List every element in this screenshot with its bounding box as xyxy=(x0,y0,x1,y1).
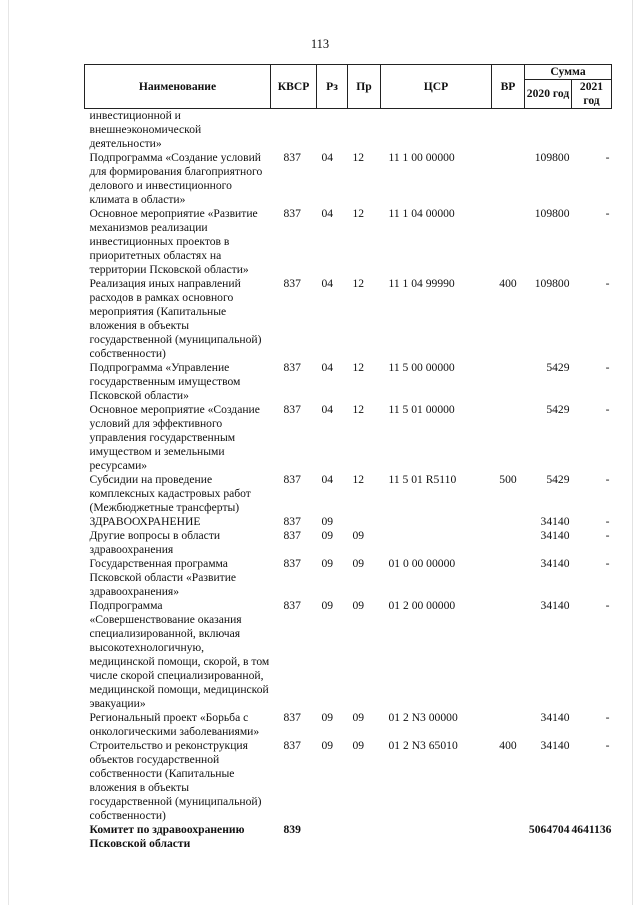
table-row xyxy=(85,599,612,711)
row-sum-2021: - xyxy=(605,361,610,374)
row-rz: 04 xyxy=(321,277,334,290)
row-name: Основное мероприятие «Развитие механизмов реализации инвестиционных проектов в приоритетных областях на территории Псковской области» xyxy=(89,207,258,276)
row-vr xyxy=(492,361,525,403)
row-sum-2020: 5429 xyxy=(546,473,570,486)
row-sum-2021: - xyxy=(605,739,610,752)
row-pr: 09 xyxy=(352,711,365,724)
row-vr xyxy=(492,109,525,152)
row-rz xyxy=(317,823,348,851)
header-sum: Сумма xyxy=(525,65,612,80)
row-pr: 12 xyxy=(352,361,365,374)
row-csr: 01 0 00 00000 xyxy=(388,557,456,570)
table-body xyxy=(85,109,612,852)
row-pr: 09 xyxy=(352,599,365,612)
row-rz xyxy=(317,109,348,152)
table-row xyxy=(85,711,612,739)
row-pr: 12 xyxy=(352,473,365,486)
row-pr: 12 xyxy=(352,151,365,164)
row-kvsr: 837 xyxy=(283,529,301,542)
row-kvsr: 837 xyxy=(283,277,301,290)
row-csr: 01 2 00 00000 xyxy=(388,599,456,612)
row-rz: 09 xyxy=(321,557,334,570)
row-sum-2021: 4641136 xyxy=(571,823,612,836)
row-name: Государственная программа Псковской области «Развитие здравоохранения» xyxy=(89,557,237,598)
table-row xyxy=(85,515,612,529)
row-csr: 11 1 04 99990 xyxy=(388,277,455,290)
row-vr xyxy=(492,515,525,529)
row-sum-2021: - xyxy=(605,529,610,542)
row-sum-2021: - xyxy=(605,403,610,416)
row-kvsr xyxy=(271,109,317,152)
row-kvsr: 837 xyxy=(283,515,301,528)
row-name: инвестиционной и внешнеэкономической деятельности» xyxy=(89,109,202,150)
row-sum-2020: 109800 xyxy=(534,277,570,290)
row-name: Строительство и реконструкция объектов государственной собственности (Капитальные вложения в объекты государственной (муниципальной) собственности) xyxy=(89,739,262,822)
row-csr: 11 5 00 00000 xyxy=(388,361,455,374)
row-sum-2020: 34140 xyxy=(540,529,570,542)
row-kvsr: 837 xyxy=(283,557,301,570)
table-row xyxy=(85,277,612,361)
row-sum-2020: 34140 xyxy=(540,557,570,570)
row-kvsr: 837 xyxy=(283,207,301,220)
row-rz: 09 xyxy=(321,739,334,752)
row-csr: 01 2 N3 65010 xyxy=(388,739,458,752)
row-vr xyxy=(492,207,525,277)
header-rz: Рз xyxy=(317,65,348,109)
header-kvsr: КВСР xyxy=(271,65,317,109)
row-csr: 11 1 04 00000 xyxy=(388,207,455,220)
row-sum-2020: 109800 xyxy=(534,151,570,164)
row-name: Основное мероприятие «Создание условий для эффективного управления государственным имуществом и земельными ресурсами» xyxy=(89,403,260,472)
table-row xyxy=(85,557,612,599)
row-csr xyxy=(381,529,492,557)
row-csr: 11 1 00 00000 xyxy=(388,151,455,164)
header-name: Наименование xyxy=(85,65,271,109)
table-row xyxy=(85,823,612,851)
row-name: Субсидии на проведение комплексных кадастровых работ (Межбюджетные трансферты) xyxy=(89,473,251,514)
header-pr: Пр xyxy=(348,65,381,109)
row-sum-2021: - xyxy=(605,711,610,724)
row-pr xyxy=(348,823,381,851)
table-row xyxy=(85,109,612,152)
row-vr: 400 xyxy=(499,277,517,290)
row-sum-2020: 109800 xyxy=(534,207,570,220)
row-sum-2020: 5429 xyxy=(546,361,570,374)
row-csr: 11 5 01 00000 xyxy=(388,403,455,416)
row-kvsr: 837 xyxy=(283,473,301,486)
row-name: Подпрограмма «Совершенствование оказания специализированной, включая высокотехнологичную, медицинской помощи, скорой, в том числе скорой специализированной, медицинской помощи, медицинской эвакуации» xyxy=(89,599,270,710)
row-vr xyxy=(492,823,525,851)
row-vr xyxy=(492,599,525,711)
table-row xyxy=(85,473,612,515)
row-rz: 04 xyxy=(321,403,334,416)
row-csr xyxy=(381,515,492,529)
header-year-2021: 2021 год xyxy=(572,80,612,109)
row-kvsr: 837 xyxy=(283,739,301,752)
row-name: Подпрограмма «Создание условий для формирования благоприятного делового и инвестиционного климата в области» xyxy=(89,151,263,206)
row-kvsr: 837 xyxy=(283,599,301,612)
row-vr: 400 xyxy=(499,739,517,752)
row-name: Другие вопросы в области здравоохранения xyxy=(89,529,221,556)
row-sum-2020 xyxy=(525,109,572,152)
row-sum-2020: 5429 xyxy=(546,403,570,416)
row-pr: 12 xyxy=(352,277,365,290)
row-sum-2020: 34140 xyxy=(540,599,570,612)
row-sum-2020: 34140 xyxy=(540,711,570,724)
row-pr: 09 xyxy=(352,529,365,542)
budget-table xyxy=(84,64,612,851)
row-sum-2021: - xyxy=(605,207,610,220)
row-name: Комитет по здравоохранению Псковской области xyxy=(89,823,245,850)
header-year-2020: 2020 год xyxy=(525,80,572,109)
row-rz: 04 xyxy=(321,473,334,486)
row-rz: 04 xyxy=(321,151,334,164)
row-pr xyxy=(348,109,381,152)
row-name: Подпрограмма «Управление государственным имуществом Псковской области» xyxy=(89,361,241,402)
row-sum-2021: - xyxy=(605,515,610,528)
table-row xyxy=(85,151,612,207)
row-name: Реализация иных направлений расходов в рамках основного мероприятия (Капитальные вложения в объекты государственной (муниципальной) собственности) xyxy=(89,277,262,360)
row-pr: 09 xyxy=(352,739,365,752)
row-name: ЗДРАВООХРАНЕНИЕ xyxy=(89,515,201,528)
row-kvsr: 837 xyxy=(283,361,301,374)
row-sum-2021: - xyxy=(605,557,610,570)
row-rz: 04 xyxy=(321,207,334,220)
row-kvsr: 837 xyxy=(283,403,301,416)
row-rz: 09 xyxy=(321,599,334,612)
row-vr xyxy=(492,403,525,473)
row-sum-2021: - xyxy=(605,277,610,290)
row-sum-2020: 34140 xyxy=(540,515,570,528)
row-rz: 09 xyxy=(321,529,334,542)
row-rz: 09 xyxy=(321,515,334,528)
row-pr: 12 xyxy=(352,403,365,416)
table-row xyxy=(85,361,612,403)
row-pr: 12 xyxy=(352,207,365,220)
row-sum-2020: 5064704 xyxy=(528,823,570,836)
row-vr: 500 xyxy=(499,473,517,486)
row-vr xyxy=(492,711,525,739)
row-sum-2021: - xyxy=(605,151,610,164)
scan-edge-left xyxy=(8,0,9,905)
row-pr xyxy=(348,515,381,529)
row-vr xyxy=(492,151,525,207)
row-kvsr: 837 xyxy=(283,151,301,164)
page-number: 113 xyxy=(310,37,330,51)
row-sum-2021 xyxy=(572,109,612,152)
table-header xyxy=(85,65,612,109)
row-kvsr: 837 xyxy=(283,711,301,724)
row-rz: 04 xyxy=(321,361,334,374)
table-row xyxy=(85,739,612,823)
row-kvsr: 839 xyxy=(283,823,301,836)
row-csr: 11 5 01 R5110 xyxy=(388,473,457,486)
row-vr xyxy=(492,557,525,599)
row-csr xyxy=(381,823,492,851)
row-sum-2020: 34140 xyxy=(540,739,570,752)
table-row xyxy=(85,529,612,557)
row-csr xyxy=(381,109,492,152)
row-sum-2021: - xyxy=(605,599,610,612)
header-vr: ВР xyxy=(492,65,525,109)
scan-edge-right xyxy=(632,0,633,905)
row-name: Региональный проект «Борьба с онкологическими заболеваниями» xyxy=(89,711,260,738)
row-rz: 09 xyxy=(321,711,334,724)
header-csr: ЦСР xyxy=(381,65,492,109)
row-vr xyxy=(492,529,525,557)
row-csr: 01 2 N3 00000 xyxy=(388,711,458,724)
row-pr: 09 xyxy=(352,557,365,570)
table-row xyxy=(85,403,612,473)
row-sum-2021: - xyxy=(605,473,610,486)
table-row xyxy=(85,207,612,277)
